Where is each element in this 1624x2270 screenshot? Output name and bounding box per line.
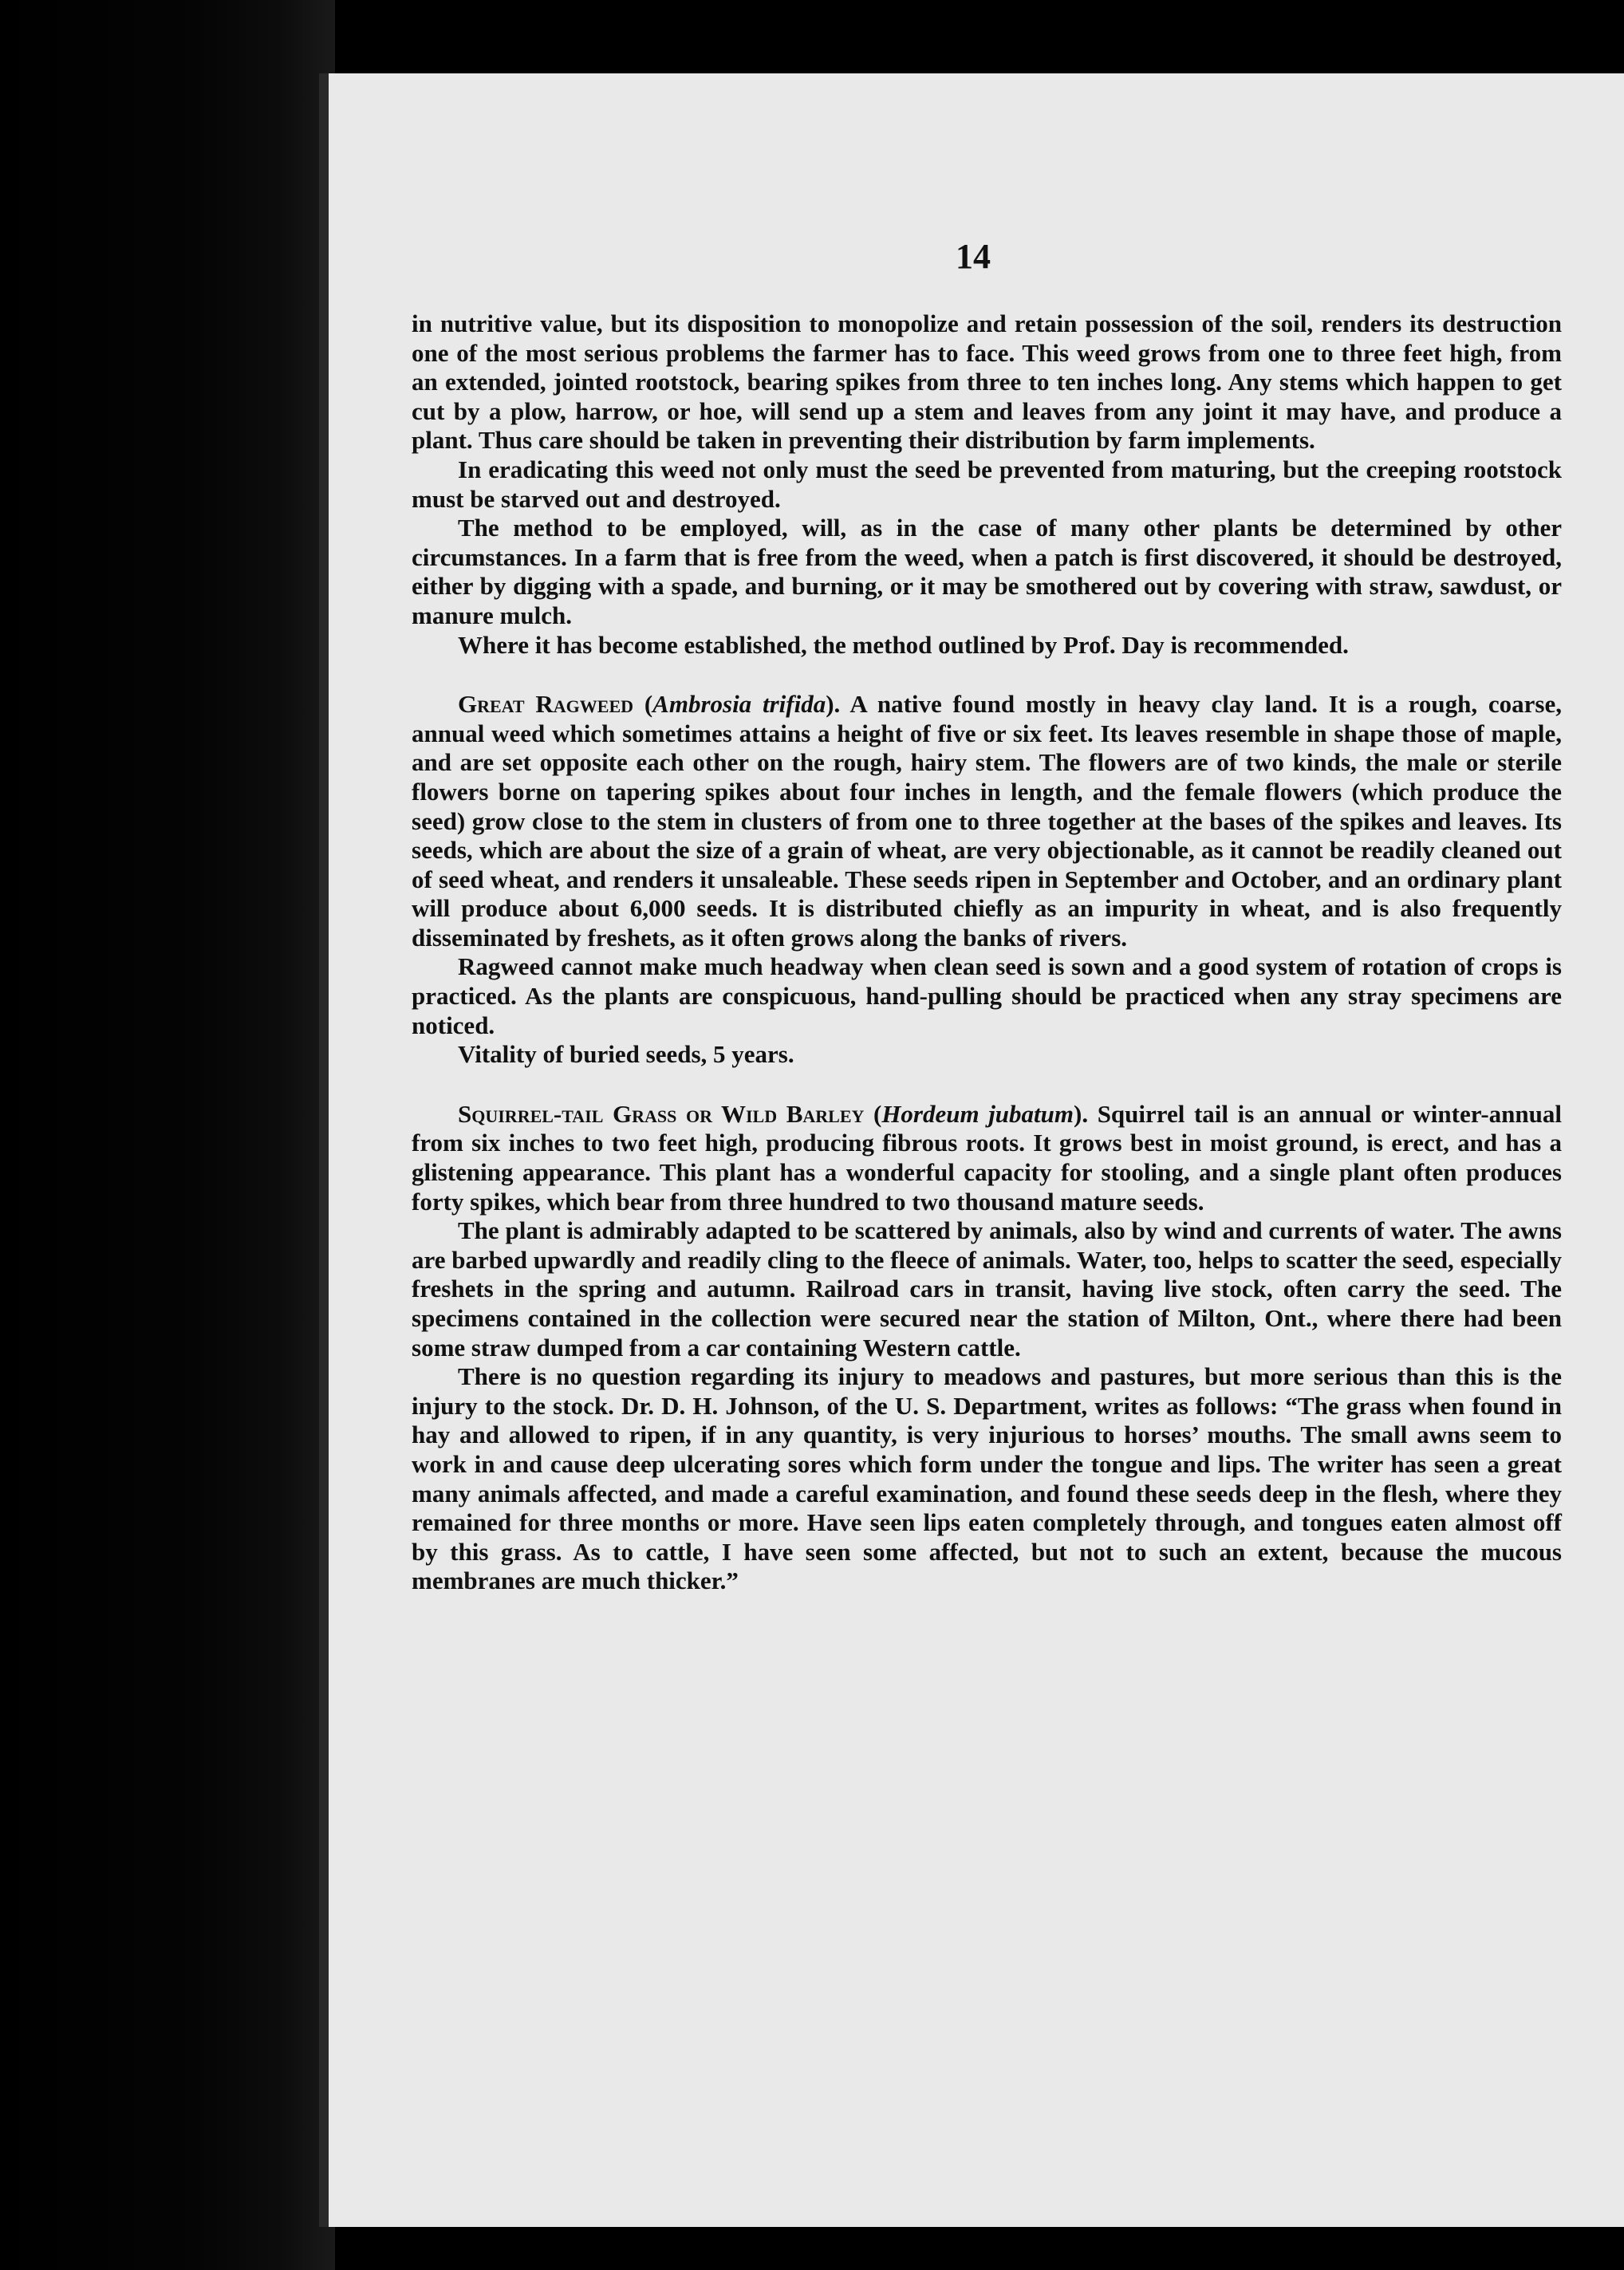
paragraph-squirrel-tail-spread: The plant is admirably adapted to be scattered by animals, also by wind and currents of water. The awns are barbed upwardly and readily cling to the fleece of animals. Water, too, helps to scatter the seed, especially freshets in the spring and autumn. Railroad cars in transit, having live stock, often carry the seed. The specimens contained in the collection were secured near the station of Milton, Ont., where there had been some straw dumped from a car containing Western cattle.	[412, 1216, 1562, 1362]
paragraph-ragweed-vitality: Vitality of buried seeds, 5 years.	[458, 1040, 794, 1069]
heading-great-ragweed: Great Ragweed	[458, 690, 634, 719]
latin-ambrosia-trifida: Ambrosia trifida	[652, 690, 826, 719]
ragweed-description: A native found mostly in heavy clay land. It is a rough, coarse, annual weed which sometimes attains a height of five or six feet. Its leaves resemble in shape those of maple, and are set opposite each other on the rough, hairy stem. The flowers are of two kinds, the male or sterile flowers borne on tapering spikes about four inches in length, and the female flowers (which produce the seed) grow close to the stem in clusters of from one to three together at the bases of the spikes and leaves. Its seeds, which are about the size of a grain of wheat, are very objectionable, as it cannot be readily cleaned out of seed wheat, and renders it unsaleable. These seeds ripen in September and October, and an ordinary plant will produce about 6,000 seeds. It is distributed chiefly as an impurity in wheat, and is also frequently disseminated by freshets, as it often grows along the banks of rivers.	[412, 690, 1562, 952]
section-squirrel-tail-grass: Squirrel-tail Grass or Wild Barley (Hordeum jubatum). Squirrel tail is an annual or winter-annual from six inches to two feet high, producing fibrous roots. It grows best in moist ground, is erect, and has a glistening appearance. This plant has a wonderful capacity for stooling, and a single plant often produces forty spikes, which bear from three hundred to two thousand mature seeds.	[412, 1099, 1562, 1216]
page-body	[412, 309, 1562, 1596]
paragraph-ragweed-control: Ragweed cannot make much headway when clean seed is sown and a good system of rotation of crops is practiced. As the plants are conspicuous, hand-pulling should be practiced when any stray specimens are noticed.	[412, 952, 1562, 1039]
section-great-ragweed: Great Ragweed (Ambrosia trifida). A native found mostly in heavy clay land. It is a rough, coarse, annual weed which sometimes attains a height of five or six feet. Its leaves resemble in shape those of maple, and are set opposite each other on the rough, hairy stem. The flowers are of two kinds, the male or sterile flowers borne on tapering spikes about four inches in length, and the female flowers (which produce the seed) grow close to the stem in clusters of from one to three together at the bases of the spikes and leaves. Its seeds, which are about the size of a grain of wheat, are very objectionable, as it cannot be readily cleaned out of seed wheat, and renders it unsaleable. These seeds ripen in September and October, and an ordinary plant will produce about 6,000 seeds. It is distributed chiefly as an impurity in wheat, and is also frequently disseminated by freshets, as it often grows along the banks of rivers.	[412, 690, 1562, 952]
paragraph-eradicating: In eradicating this weed not only must the seed be prevented from maturing, but the creeping rootstock must be starved out and destroyed.	[412, 455, 1562, 513]
heading-squirrel-tail-grass: Squirrel-tail Grass or Wild Barley	[458, 1099, 865, 1128]
paragraph-squirrel-tail-injury: There is no question regarding its injury to meadows and pastures, but more serious than this is the injury to the stock. Dr. D. H. Johnson, of the U. S. Department, writes as follows: “The grass when found in hay and allowed to ripen, if in any quantity, is very injurious to horses’ mouths. The small awns seem to work in and cause deep ulcerating sores which form under the tongue and lips. The writer has seen a great many animals affected, and made a careful examination, and found these seeds deep in the flesh, where they remained for three months or more. Have seen lips eaten completely through, and tongues eaten almost off by this grass. As to cattle, I have seen some affected, but not to such an extent, because the mucous membranes are much thicker.”	[412, 1362, 1562, 1595]
squirrel-tail-description: Squirrel tail is an annual or winter-annual from six inches to two feet high, producing fibrous roots. It grows best in moist ground, is erect, and has a glistening appearance. This plant has a wonderful capacity for stooling, and a single plant often produces forty spikes, which bear from three hundred to two thousand mature seeds.	[412, 1099, 1562, 1216]
page-number: 14	[956, 237, 991, 276]
latin-hordeum-jubatum: Hordeum jubatum	[881, 1099, 1074, 1128]
paragraph-method: The method to be employed, will, as in the case of many other plants be determined by other circumstances. In a farm that is free from the weed, when a patch is first discovered, it should be destroyed, either by digging with a spade, and burning, or it may be smothered out by covering with straw, sawdust, or manure mulch.	[412, 514, 1562, 629]
book-gutter-shadow	[0, 0, 335, 2270]
paragraph-quackgrass-description: in nutritive value, but its disposition to monopolize and retain possession of the soil, renders its destruction one of the most serious problems the farmer has to face. This weed grows from one to three feet high, from an extended, jointed rootstock, bearing spikes from three to ten inches long. Any stems which happen to get cut by a plow, harrow, or hoe, will send up a stem and leaves from any joint it may have, and produce a plant. Thus care should be taken in preventing their distribution by farm implements.	[412, 309, 1562, 455]
paragraph-established: Where it has become established, the method outlined by Prof. Day is recommended.	[458, 630, 1349, 659]
